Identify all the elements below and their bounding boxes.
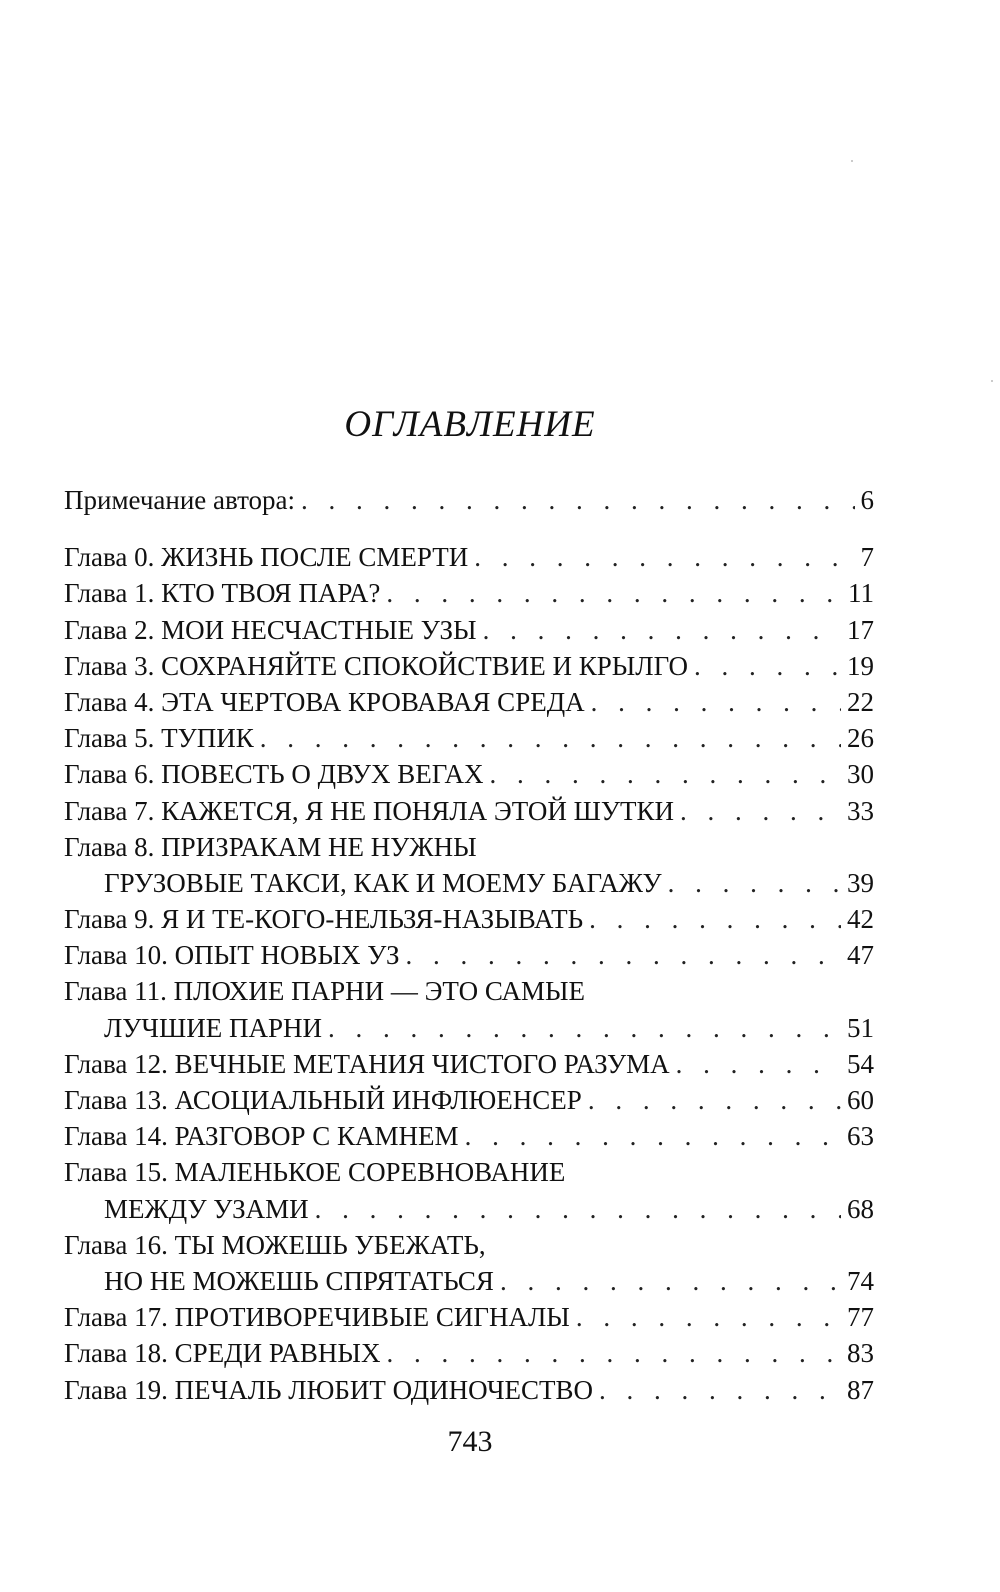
toc-entry-continuation bbox=[64, 865, 874, 901]
dot-leader bbox=[328, 1010, 841, 1046]
toc-entry-line bbox=[64, 684, 874, 720]
dot-leader bbox=[406, 937, 841, 973]
toc-entry-line bbox=[64, 1118, 874, 1154]
dot-leader bbox=[301, 482, 854, 518]
toc-entry-line bbox=[64, 1227, 874, 1263]
toc-page-number: 19 bbox=[847, 650, 874, 681]
toc-entry-continuation bbox=[64, 1191, 874, 1227]
dot-leader bbox=[386, 1335, 841, 1371]
toc-entry bbox=[64, 1372, 874, 1408]
toc-entry-title: Глава 14. РАЗГОВОР С КАМНЕМ bbox=[64, 1121, 459, 1152]
dot-leader bbox=[386, 575, 842, 611]
toc-entry-title: Глава 7. КАЖЕТСЯ, Я НЕ ПОНЯЛА ЭТОЙ ШУТКИ bbox=[64, 795, 674, 826]
toc-entry-title: Глава 15. МАЛЕНЬКОЕ СОРЕВНОВАНИЕ bbox=[64, 1157, 566, 1188]
toc-entry-line bbox=[64, 539, 874, 575]
toc-page-number: 17 bbox=[847, 614, 874, 645]
toc-page-number: 22 bbox=[847, 686, 874, 717]
toc-entry-line bbox=[64, 1046, 874, 1082]
toc-entry bbox=[64, 482, 874, 518]
toc-page-number: 11 bbox=[848, 578, 874, 609]
toc-entry bbox=[64, 1227, 874, 1299]
toc-entry bbox=[64, 720, 874, 756]
toc-entry-line bbox=[64, 1299, 874, 1335]
page-number: 743 bbox=[447, 1425, 493, 1458]
toc-entry-title: Глава 16. ТЫ МОЖЕШЬ УБЕЖАТЬ, bbox=[64, 1229, 486, 1260]
toc-page-number: 42 bbox=[847, 904, 874, 935]
dot-leader bbox=[489, 756, 841, 792]
toc-page-number: 77 bbox=[847, 1302, 874, 1333]
toc-entry-title: Глава 5. ТУПИК bbox=[64, 723, 254, 754]
toc-entry-line bbox=[64, 756, 874, 792]
toc-page-number: 60 bbox=[847, 1085, 874, 1115]
toc-entry-title: Глава 12. ВЕЧНЫЕ МЕТАНИЯ ЧИСТОГО РАЗУМА bbox=[64, 1048, 670, 1079]
toc-entry-line bbox=[64, 648, 874, 684]
toc-entry-title: Примечание автора: bbox=[64, 485, 296, 515]
toc-entry-line bbox=[64, 1082, 874, 1118]
toc-entry bbox=[64, 1335, 874, 1371]
toc-entry-title: Глава 11. ПЛОХИЕ ПАРНИ — ЭТО САМЫЕ bbox=[64, 976, 586, 1007]
toc-entry-line bbox=[64, 829, 874, 865]
toc-entry bbox=[64, 539, 874, 575]
paper-speck bbox=[851, 160, 853, 162]
toc-page-number: 26 bbox=[847, 723, 874, 754]
toc-entry-title: НО НЕ МОЖЕШЬ СПРЯТАТЬСЯ bbox=[104, 1265, 494, 1296]
toc-entry bbox=[64, 612, 874, 648]
toc-entry bbox=[64, 829, 874, 901]
toc-entry bbox=[64, 648, 874, 684]
toc-entry-title: Глава 18. СРЕДИ РАВНЫХ bbox=[64, 1338, 381, 1369]
toc-entry-line bbox=[64, 1335, 874, 1371]
toc-entry-title: Глава 1. КТО ТВОЯ ПАРА? bbox=[64, 578, 381, 609]
dot-leader bbox=[474, 539, 854, 575]
toc-entry-line bbox=[64, 575, 874, 611]
toc-entry bbox=[64, 1154, 874, 1226]
toc-entry-title: Глава 4. ЭТА ЧЕРТОВА КРОВАВАЯ СРЕДА bbox=[64, 686, 585, 717]
toc-page-number: 30 bbox=[847, 759, 874, 790]
toc-page-number: 87 bbox=[847, 1374, 874, 1405]
toc-entry-title: ГРУЗОВЫЕ ТАКСИ, КАК И МОЕМУ БАГАЖУ bbox=[104, 867, 662, 898]
toc-entry-title: ЛУЧШИЕ ПАРНИ bbox=[104, 1012, 322, 1043]
dot-leader bbox=[260, 720, 841, 756]
paper-speck bbox=[991, 380, 993, 382]
toc-entry-line bbox=[64, 937, 874, 973]
dot-leader bbox=[676, 1046, 841, 1082]
toc-entry-line bbox=[64, 901, 874, 937]
toc-entry-title: Глава 0. ЖИЗНЬ ПОСЛЕ СМЕРТИ bbox=[64, 542, 469, 573]
toc-entry bbox=[64, 1046, 874, 1082]
toc-entry-line bbox=[64, 720, 874, 756]
dot-leader bbox=[589, 901, 841, 937]
toc-entry bbox=[64, 1299, 874, 1335]
toc-entry bbox=[64, 937, 874, 973]
toc-entry-line bbox=[64, 973, 874, 1009]
toc-entry-line bbox=[64, 482, 874, 518]
toc-entry-line bbox=[64, 793, 874, 829]
dot-leader bbox=[680, 793, 841, 829]
toc-entry-title: Глава 9. Я И ТЕ-КОГО-НЕЛЬЗЯ-НАЗЫВАТЬ bbox=[64, 904, 584, 935]
dot-leader bbox=[483, 612, 841, 648]
toc-entry-title: Глава 8. ПРИЗРАКАМ НЕ НУЖНЫ bbox=[64, 831, 477, 862]
toc-page-number: 7 bbox=[860, 542, 874, 573]
toc-entry-continuation bbox=[64, 1263, 874, 1299]
dot-leader bbox=[500, 1263, 841, 1299]
toc-entry bbox=[64, 756, 874, 792]
dot-leader bbox=[668, 865, 841, 901]
dot-leader bbox=[315, 1191, 841, 1227]
toc-entry bbox=[64, 973, 874, 1045]
toc-entry-line bbox=[64, 612, 874, 648]
toc-page-number: 83 bbox=[847, 1338, 874, 1369]
toc-entry-title: Глава 13. АСОЦИАЛЬНЫЙ ИНФЛЮЕНСЕР bbox=[64, 1085, 582, 1115]
toc-page-number: 63 bbox=[847, 1121, 874, 1152]
toc-page-number: 33 bbox=[847, 795, 874, 826]
dot-leader bbox=[576, 1299, 841, 1335]
toc-entry-title: Глава 6. ПОВЕСТЬ О ДВУХ ВЕГАХ bbox=[64, 759, 484, 790]
toc-entry bbox=[64, 684, 874, 720]
toc-entry-continuation bbox=[64, 1010, 874, 1046]
dot-leader bbox=[694, 648, 841, 684]
dot-leader bbox=[588, 1082, 841, 1118]
toc-entry-title: Глава 17. ПРОТИВОРЕЧИВЫЕ СИГНАЛЫ bbox=[64, 1302, 570, 1333]
toc-page-number: 6 bbox=[860, 485, 874, 515]
toc-entry-title: Глава 10. ОПЫТ НОВЫХ УЗ bbox=[64, 940, 400, 971]
toc-entry bbox=[64, 1082, 874, 1118]
toc-entry-title: Глава 3. СОХРАНЯЙТЕ СПОКОЙСТВИЕ И КРЫЛГО bbox=[64, 650, 689, 681]
toc-page-number: 68 bbox=[847, 1193, 874, 1224]
dot-leader bbox=[465, 1118, 841, 1154]
dot-leader bbox=[599, 1372, 841, 1408]
dot-leader bbox=[591, 684, 841, 720]
toc-entry bbox=[64, 1118, 874, 1154]
toc-page-number: 74 bbox=[847, 1265, 874, 1296]
toc-entry bbox=[64, 901, 874, 937]
toc-page-number: 47 bbox=[847, 940, 874, 971]
toc-entry-title: Глава 2. МОИ НЕСЧАСТНЫЕ УЗЫ bbox=[64, 614, 477, 645]
toc-page-number: 39 bbox=[847, 867, 874, 898]
toc-entry bbox=[64, 575, 874, 611]
toc-entry bbox=[64, 793, 874, 829]
table-of-contents bbox=[64, 482, 874, 1408]
page-title: ОГЛАВЛЕНИЕ bbox=[344, 404, 596, 445]
toc-page-number: 51 bbox=[847, 1012, 874, 1043]
toc-entry-line bbox=[64, 1372, 874, 1408]
toc-entry-line bbox=[64, 1154, 874, 1190]
toc-entry-title: МЕЖДУ УЗАМИ bbox=[104, 1193, 309, 1224]
toc-entry-title: Глава 19. ПЕЧАЛЬ ЛЮБИТ ОДИНОЧЕСТВО bbox=[64, 1374, 594, 1405]
toc-page-number: 54 bbox=[847, 1048, 874, 1079]
